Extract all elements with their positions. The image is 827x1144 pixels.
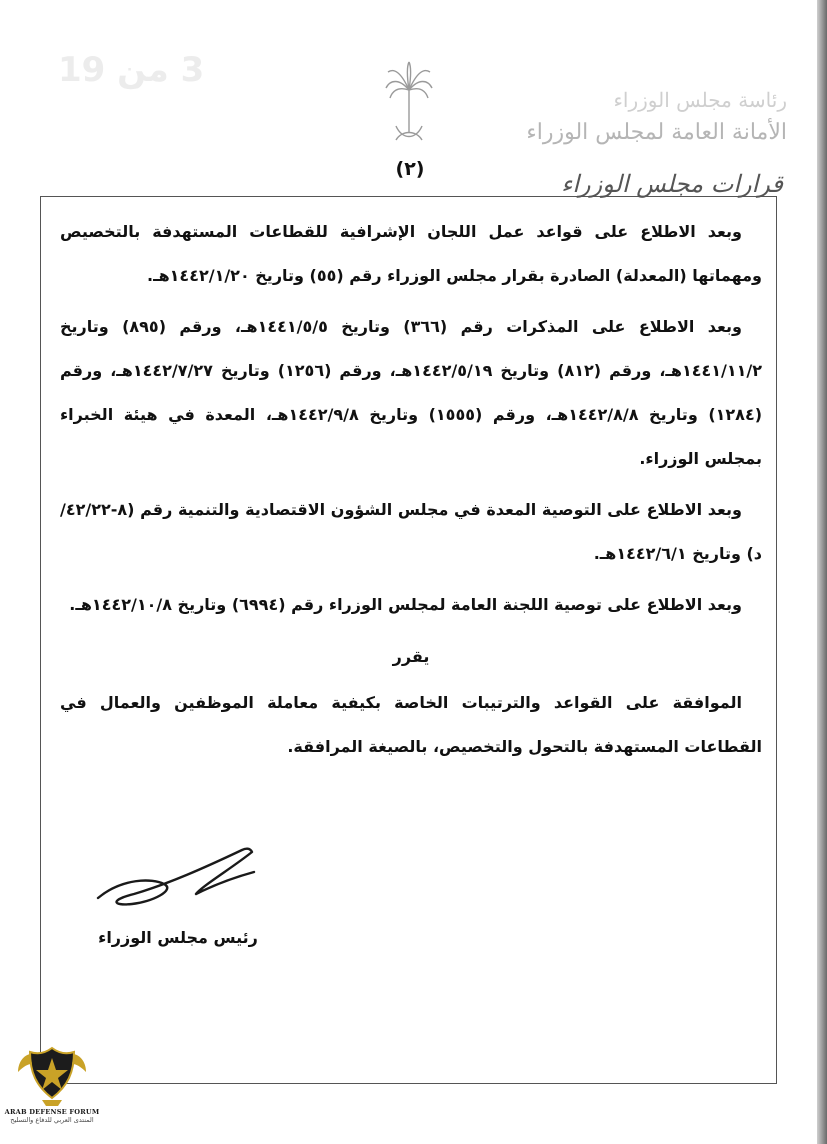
signature-mark: [92, 838, 262, 918]
signer-title: رئيس مجلس الوزراء: [98, 928, 258, 947]
document-series-title: قرارات مجلس الوزراء: [561, 170, 783, 198]
paragraph-supervisory-rules: وبعد الاطلاع على قواعد عمل اللجان الإشرافية للقطاعات المستهدفة بالتخصيص ومهماتها (المعدلة) الصادرة بقرار مجلس الوزراء رقم (٥٥) وتاريخ ١٤٤٢/١/٢٠هـ.: [60, 222, 762, 285]
forum-subtitle: المنتدى العربي للدفاع والتسليح: [10, 1116, 94, 1124]
winged-shield-icon: [16, 1042, 88, 1108]
document-body: [60, 210, 762, 776]
decision-heading: يقرر: [392, 647, 430, 666]
palm-emblem-icon: [384, 60, 434, 150]
scan-edge-shadow: [817, 0, 827, 1144]
sheet-number: (٢): [395, 158, 425, 180]
page-counter: 3 من 19: [58, 50, 205, 90]
faded-header-line-1: رئاسة مجلس الوزراء: [613, 88, 787, 112]
paragraph-general-committee: وبعد الاطلاع على توصية اللجنة العامة لمجلس الوزراء رقم (٦٩٩٤) وتاريخ ١٤٤٢/١٠/٨هـ.: [69, 595, 742, 614]
forum-watermark: [0, 1042, 104, 1144]
forum-name: ARAB DEFENSE FORUM: [4, 1108, 100, 1116]
paragraph-memos: وبعد الاطلاع على المذكرات رقم (٣٦٦) وتاريخ ١٤٤١/٥/٥هـ، ورقم (٨٩٥) وتاريخ ١٤٤١/١١/٢هـ، ورقم (٨١٢) وتاريخ ١٤٤٢/٥/١٩هـ، ورقم (١٢٥٦) وتاريخ ١٤٤٢/٧/٢٧هـ، ورقم (١٢٨٤) وتاريخ ١٤٤٢/٨/٨هـ، ورقم (١٥٥٥) وتاريخ ١٤٤٢/٩/٨هـ، المعدة في هيئة الخبراء بمجلس الوزراء.: [60, 317, 763, 468]
paragraph-economic-council: وبعد الاطلاع على التوصية المعدة في مجلس الشؤون الاقتصادية والتنمية رقم (٨-٤٢/٢٢/د) وتاريخ ١٤٤٢/٦/١هـ.: [60, 500, 762, 563]
faded-header-line-2: الأمانة العامة لمجلس الوزراء: [526, 120, 787, 145]
decision-text: الموافقة على القواعد والترتيبات الخاصة بكيفية معاملة الموظفين والعمال في القطاعات المستهدفة بالتحول والتخصيص، بالصيغة المرافقة.: [60, 693, 762, 756]
